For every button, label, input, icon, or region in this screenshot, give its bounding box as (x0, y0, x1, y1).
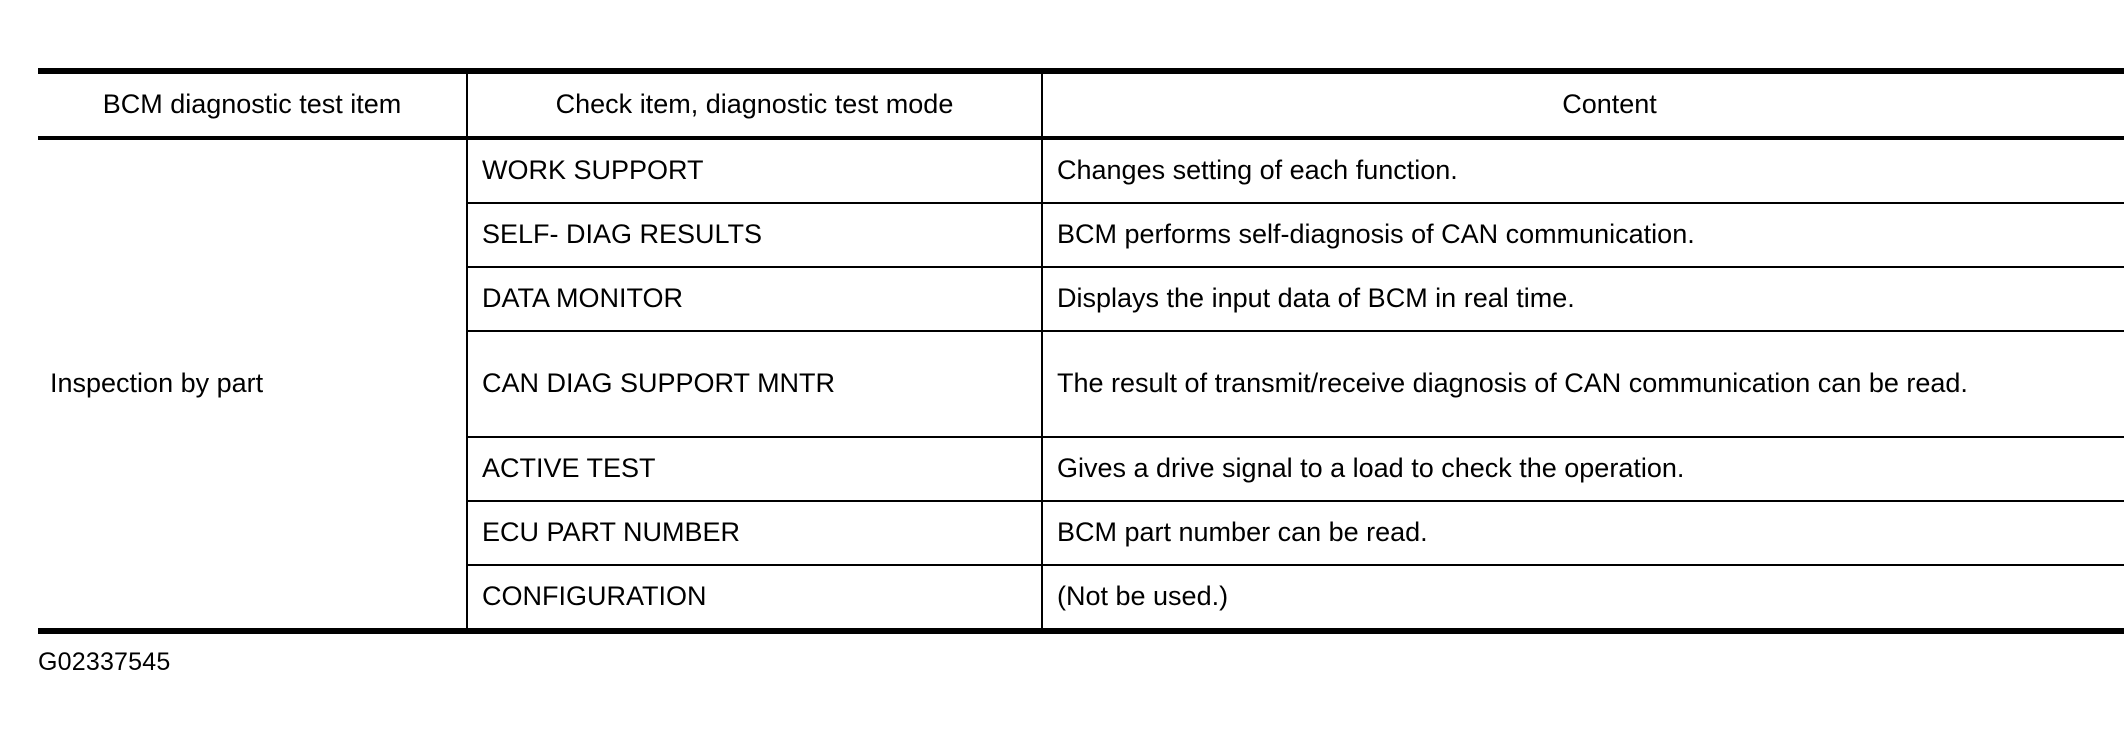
test-mode-cell: CAN DIAG SUPPORT MNTR (467, 331, 1042, 437)
content-cell: Gives a drive signal to a load to check the operation. (1042, 437, 2124, 501)
table-header (38, 71, 2124, 138)
test-mode-cell: ECU PART NUMBER (467, 501, 1042, 565)
content-cell: Changes setting of each function. (1042, 138, 2124, 203)
column-header-test-item: BCM diagnostic test item (38, 71, 467, 138)
table-row (38, 138, 2124, 203)
group-label-inspection-by-part: Inspection by part (38, 138, 467, 631)
content-cell: (Not be used.) (1042, 565, 2124, 631)
content-cell: BCM part number can be read. (1042, 501, 2124, 565)
content-cell: The result of transmit/receive diagnosis of CAN communication can be read. (1042, 331, 2124, 437)
content-cell: Displays the input data of BCM in real time. (1042, 267, 2124, 331)
test-mode-cell: WORK SUPPORT (467, 138, 1042, 203)
table-body (38, 138, 2124, 631)
test-mode-cell: CONFIGURATION (467, 565, 1042, 631)
content-cell: BCM performs self-diagnosis of CAN communication. (1042, 203, 2124, 267)
diagnostic-table-wrapper (38, 68, 2088, 634)
column-header-content: Content (1042, 71, 2124, 138)
bcm-diagnostic-table (38, 68, 2124, 634)
test-mode-cell: DATA MONITOR (467, 267, 1042, 331)
figure-id-caption: G02337545 (38, 648, 171, 676)
table-header-row (38, 71, 2124, 138)
test-mode-cell: SELF- DIAG RESULTS (467, 203, 1042, 267)
test-mode-cell: ACTIVE TEST (467, 437, 1042, 501)
column-header-check-item: Check item, diagnostic test mode (467, 71, 1042, 138)
